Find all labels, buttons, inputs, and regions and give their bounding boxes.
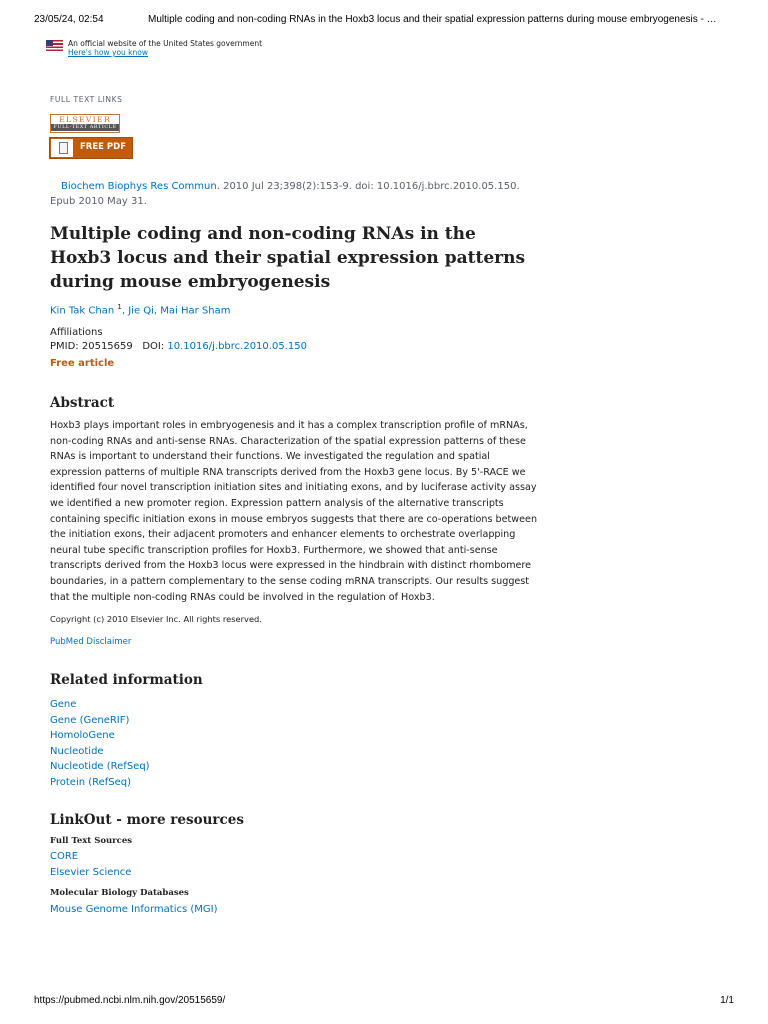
doi-link[interactable]: 10.1016/j.bbrc.2010.05.150 bbox=[167, 341, 307, 352]
journal-link[interactable]: Biochem Biophys Res Commun. bbox=[61, 181, 220, 192]
page-number: 1/1 bbox=[720, 995, 734, 1006]
related-info-heading: Related information bbox=[50, 672, 203, 688]
related-link-homologene[interactable]: HomoloGene bbox=[50, 730, 115, 742]
related-link-generif[interactable]: Gene (GeneRIF) bbox=[50, 714, 130, 726]
elsevier-full-text-text: FULL-TEXT ARTICLE bbox=[51, 124, 119, 131]
article-identifiers bbox=[50, 341, 307, 352]
related-link-protein-refseq[interactable]: Protein (RefSeq) bbox=[50, 776, 132, 788]
molbio-databases-heading: Molecular Biology Databases bbox=[50, 888, 189, 898]
full-text-sources-list bbox=[50, 849, 131, 880]
citation bbox=[50, 180, 530, 209]
heres-how-you-know-link[interactable]: Here's how you know bbox=[68, 48, 148, 57]
pubmed-disclaimer-link[interactable]: PubMed Disclaimer bbox=[50, 637, 132, 647]
print-page-title: Multiple coding and non-coding RNAs in the Hoxb3 locus and their spatial expression patterns during mouse embryogenesis - … bbox=[148, 14, 717, 25]
pdf-icon bbox=[51, 139, 73, 157]
free-pdf-button[interactable] bbox=[49, 137, 133, 159]
abstract-text: Hoxb3 plays important roles in embryogenesis and it has a complex transcription profile of mRNAs, non-coding RNAs and anti-sense RNAs. Characterization of the spatial expression patterns of these RNAs is important to understand their functions. We investigated the regulation and spatial expression patterns of multiple RNA transcripts derived from the Hoxb3 gene locus. By 5'-RACE we identified four novel transcription initiation sites and initiating exons, and by luciferase activity assay we identified a new promoter region. Expression pattern analysis of the alternative transcripts containing specific initiation exons in mouse embryos suggests that there are co-operations between the initiation exons, their adjacent promoters and enhancer elements to orchestrate overlapping neural tube specific transcription profiles for Hoxb3. Furthermore, we showed that anti-sense transcripts derived from the Hoxb3 locus were expressed in the hindbrain with distinct rhombomere boundaries, in a pattern complementary to the sense coding mRNA transcripts. Our results suggest that the multiple non-coding RNAs could be involved in the regulation of Hoxb3. bbox=[50, 420, 538, 603]
author-list bbox=[50, 303, 231, 316]
linkout-mgi[interactable]: Mouse Genome Informatics (MGI) bbox=[50, 904, 218, 915]
linkout-elsevier-science[interactable]: Elsevier Science bbox=[50, 866, 132, 878]
linkout-heading: LinkOut - more resources bbox=[50, 812, 244, 828]
us-flag-icon bbox=[46, 40, 63, 51]
print-url: https://pubmed.ncbi.nlm.nih.gov/20515659/ bbox=[34, 995, 226, 1006]
molbio-databases-list bbox=[50, 902, 218, 918]
citation-details: 2010 Jul 23;398(2):153-9. doi: 10.1016/j.bbrc.2010.05.150. bbox=[219, 181, 520, 192]
free-article-badge: Free article bbox=[50, 358, 115, 369]
abstract-heading: Abstract bbox=[50, 395, 115, 411]
print-datetime: 23/05/24, 02:54 bbox=[34, 14, 104, 25]
elsevier-full-text-link[interactable] bbox=[50, 114, 120, 133]
related-info-list bbox=[50, 697, 150, 791]
print-footer bbox=[34, 995, 734, 1006]
full-text-links-label: FULL TEXT LINKS bbox=[50, 95, 123, 104]
free-pdf-label: FREE PDF bbox=[80, 142, 127, 152]
related-link-nucleotide-refseq[interactable]: Nucleotide (RefSeq) bbox=[50, 761, 150, 773]
related-link-gene[interactable]: Gene bbox=[50, 699, 77, 710]
full-text-sources-heading: Full Text Sources bbox=[50, 836, 133, 846]
doi-label: DOI: bbox=[142, 341, 165, 352]
print-header bbox=[0, 14, 768, 30]
epub-date: Epub 2010 May 31. bbox=[50, 195, 147, 207]
affiliations-toggle[interactable]: Affiliations bbox=[50, 327, 103, 338]
article-title: Multiple coding and non-coding RNAs in the Hoxb3 locus and their spatial expression patterns during mouse embryogenesis bbox=[50, 224, 526, 292]
affiliation-marker[interactable]: 1 bbox=[117, 303, 122, 311]
copyright: Copyright (c) 2010 Elsevier Inc. All rights reserved. bbox=[50, 614, 262, 624]
author-links-rest[interactable]: , Jie Qi, Mai Har Sham bbox=[121, 305, 231, 317]
elsevier-logo-text: ELSEVIER bbox=[59, 115, 111, 124]
related-link-nucleotide[interactable]: Nucleotide bbox=[50, 745, 104, 757]
gov-banner-text: An official website of the United States government bbox=[68, 39, 263, 48]
author-link[interactable]: Kin Tak Chan bbox=[50, 305, 115, 317]
linkout-core[interactable]: CORE bbox=[50, 851, 79, 862]
pmid: PMID: 20515659 bbox=[50, 341, 133, 352]
